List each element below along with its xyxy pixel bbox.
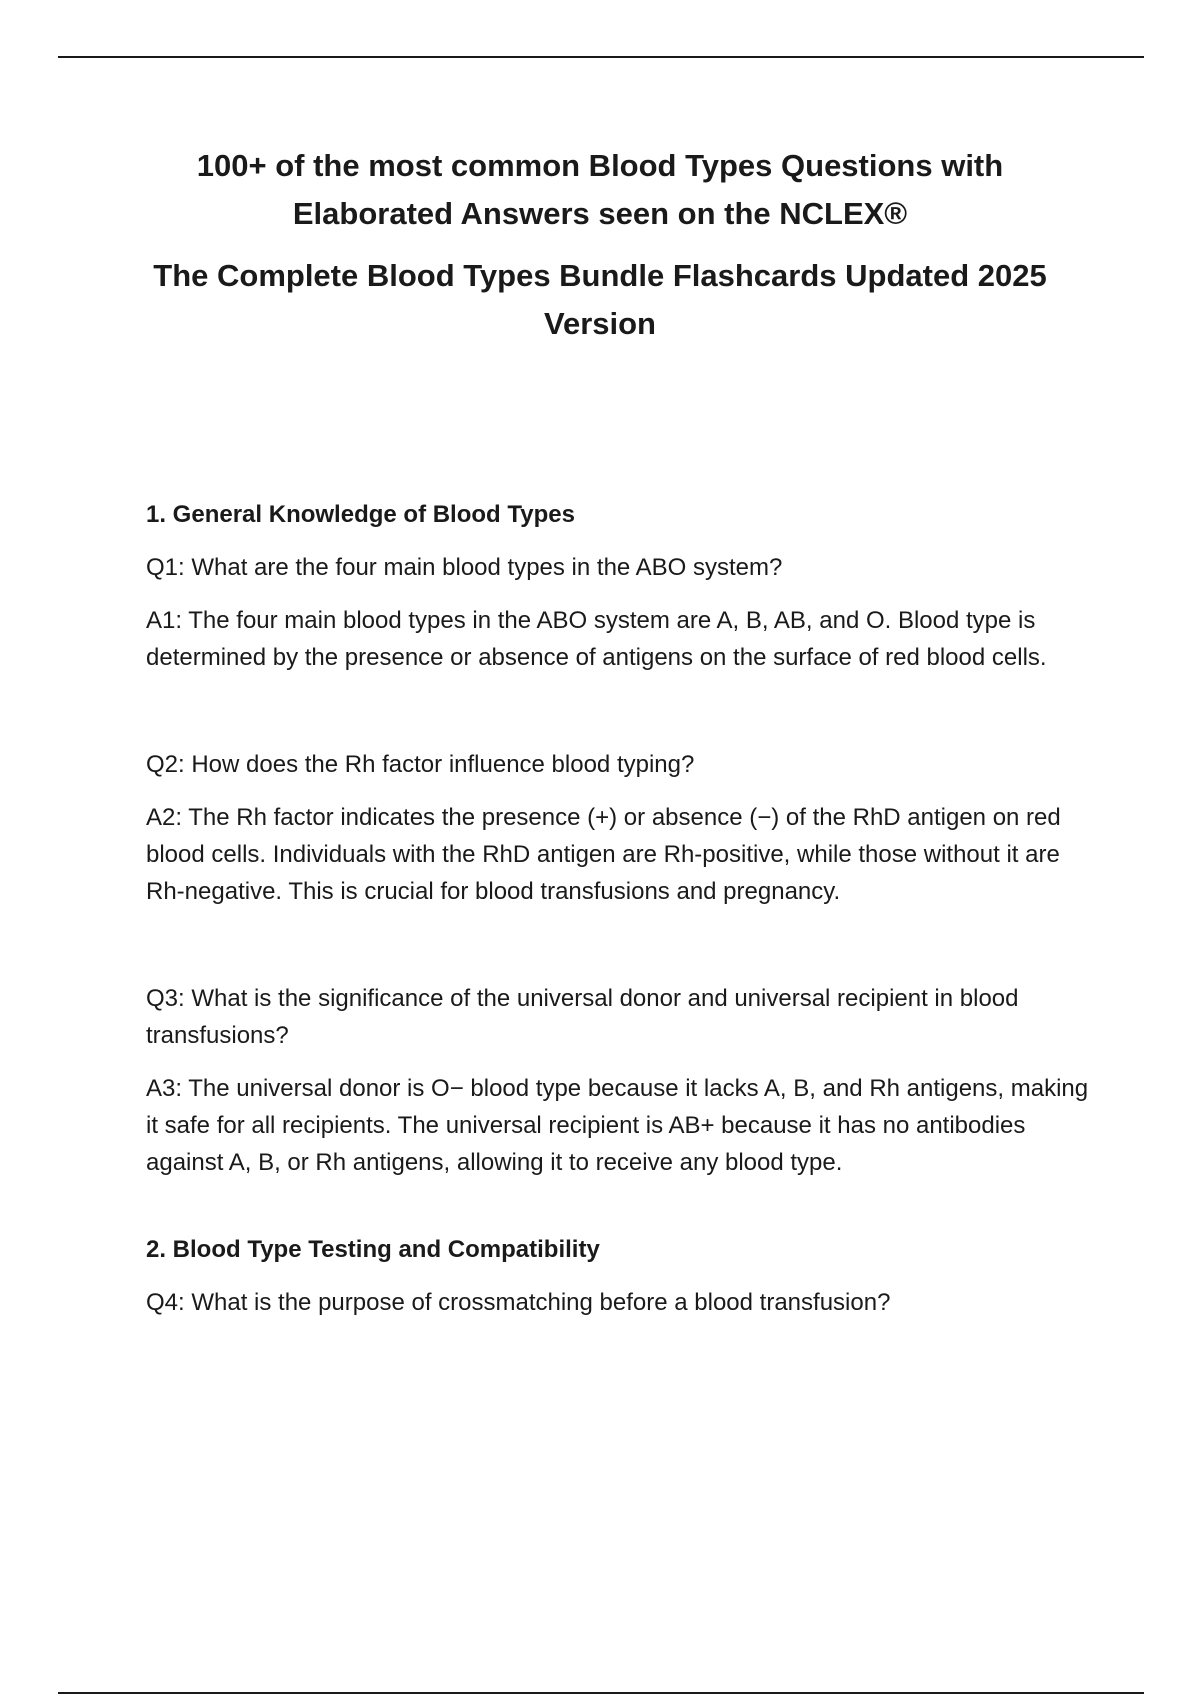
- subtitle-line-2: Version: [544, 306, 656, 341]
- question-4: Q4: What is the purpose of crossmatching before a blood transfusion?: [146, 1289, 891, 1316]
- title-line-2: Elaborated Answers seen on the NCLEX®: [292, 196, 908, 231]
- top-divider: [58, 56, 1144, 58]
- document-title-block: [100, 142, 1100, 348]
- answer-3: A3: The universal donor is O− blood type because it lacks A, B, and Rh antigens, making it safe for all recipients. The universal recipient is AB+ because it has no antibodies against A, B, or Rh antigens, allowing it to receive any blood type.: [146, 1075, 1089, 1176]
- document-body: [146, 496, 1092, 1321]
- bottom-divider: [58, 1692, 1144, 1694]
- section-heading-general-knowledge: 1. General Knowledge of Blood Types: [146, 501, 575, 528]
- question-2: Q2: How does the Rh factor influence blood typing?: [146, 751, 695, 778]
- question-1: Q1: What are the four main blood types in the ABO system?: [146, 554, 783, 581]
- answer-1: A1: The four main blood types in the ABO system are A, B, AB, and O. Blood type is determined by the presence or absence of antigens on the surface of red blood cells.: [146, 607, 1047, 671]
- answer-2: A2: The Rh factor indicates the presence (+) or absence (−) of the RhD antigen on red blood cells. Individuals with the RhD antigen are Rh-positive, while those without it are Rh-negative. This is crucial for blood transfusions and pregnancy.: [146, 804, 1061, 905]
- question-3: Q3: What is the significance of the universal donor and universal recipient in blood transfusions?: [146, 985, 1019, 1049]
- title-line-1: 100+ of the most common Blood Types Questions with: [196, 148, 1004, 183]
- subtitle-line-1: The Complete Blood Types Bundle Flashcards Updated 2025: [153, 258, 1047, 293]
- section-heading-testing-compatibility: 2. Blood Type Testing and Compatibility: [146, 1236, 600, 1263]
